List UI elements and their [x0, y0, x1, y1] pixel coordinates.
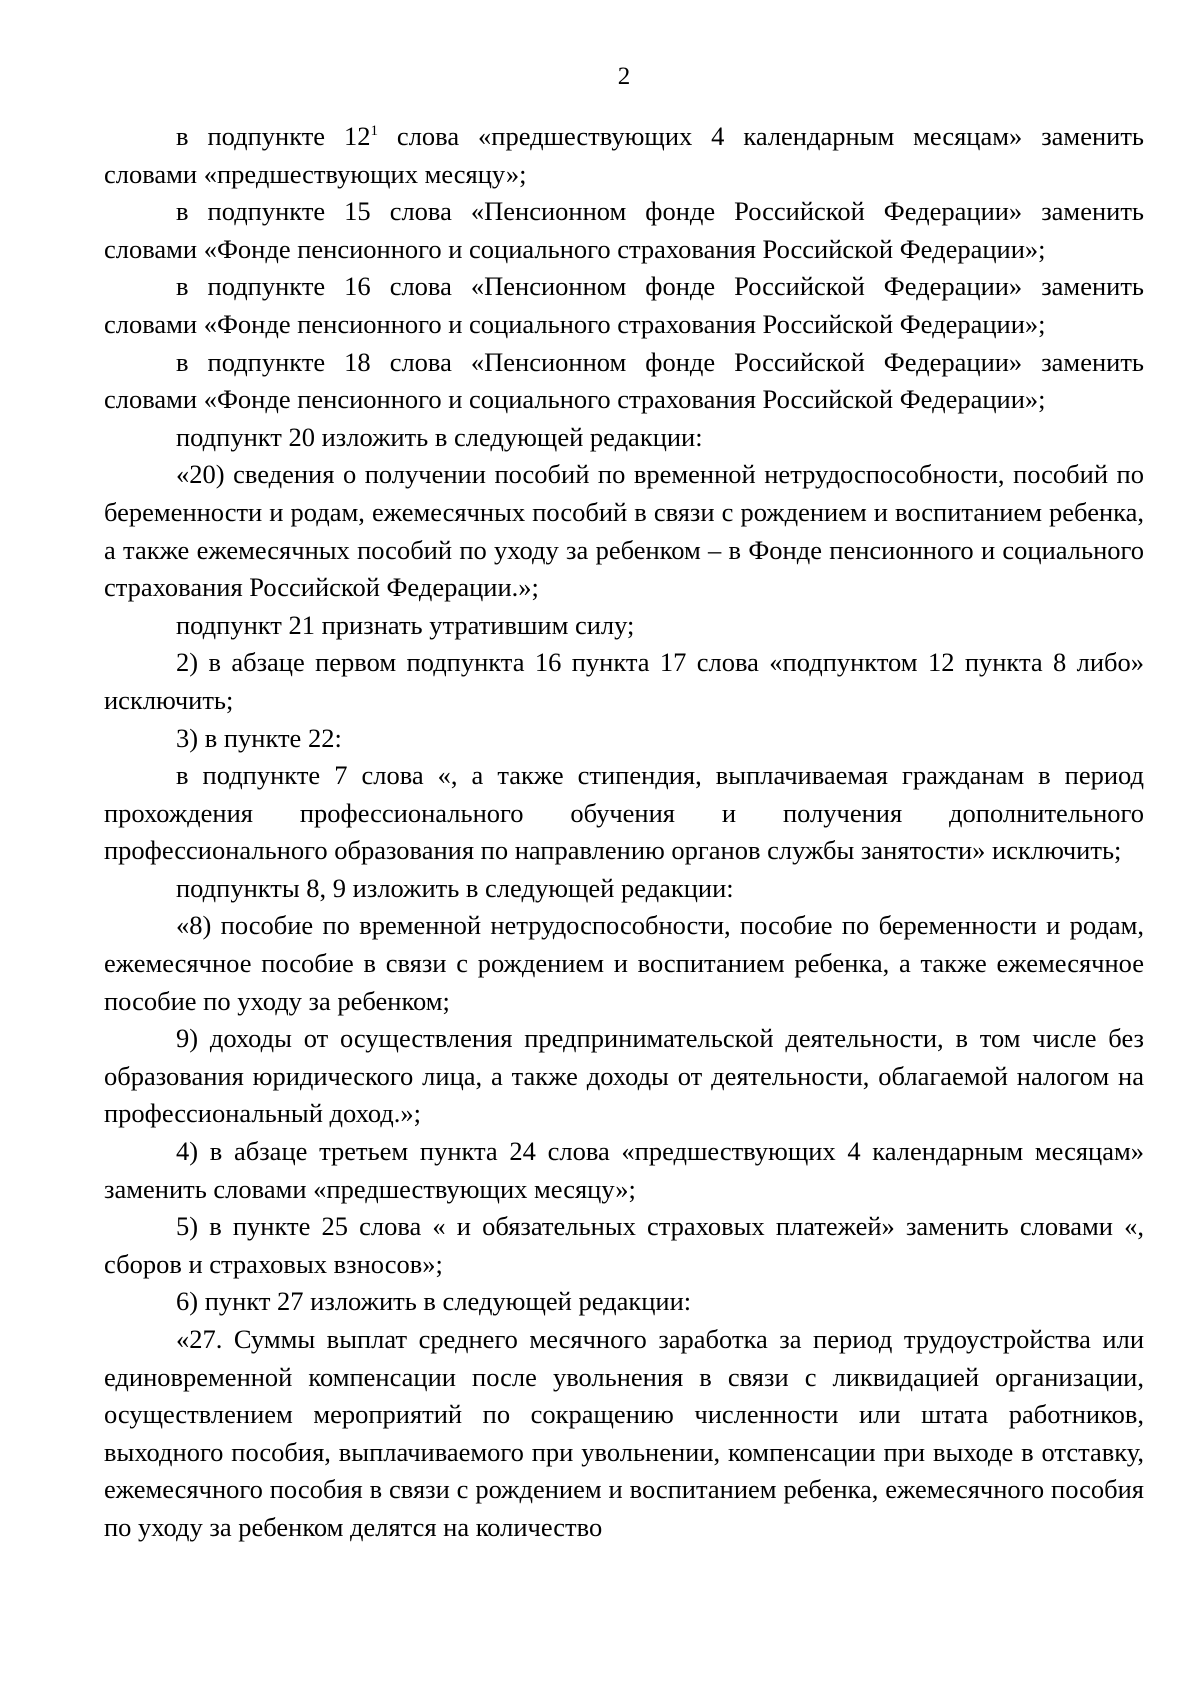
paragraph-item-3: 3) в пункте 22:	[176, 722, 342, 753]
paragraph-item-2: 2) в абзаце первом подпункта 16 пункта 17 слова «подпунктом 12 пункта 8 либо» исключить;	[104, 647, 1144, 715]
page-number: 2	[617, 63, 631, 90]
paragraph-text: слова «предшествующих 4 календарным месяцам» заменить словами «предшествующих месяцу»;	[104, 121, 1144, 189]
paragraph-subparagraph-15: в подпункте 15 слова «Пенсионном фонде Российской Федерации» заменить словами «Фонде пенсионного и социального страхования Российской Федерации»;	[104, 196, 1144, 264]
paragraph-item-27-text: «27. Суммы выплат среднего месячного заработка за период трудоустройства или единовременной компенсации после увольнения в связи с ликвидацией организации, осуществлением мероприятий по сокращению численности или штата работников, выходного пособия, выплачиваемого при увольнении, компенсации при выходе в отставку, ежемесячного пособия в связи с рождением и воспитанием ребенка, ежемесячного пособия по уходу за ребенком делятся на количество	[104, 1324, 1144, 1542]
paragraph-item-4: 4) в абзаце третьем пункта 24 слова «предшествующих 4 календарным месяцам» заменить словами «предшествующих месяцу»;	[104, 1136, 1144, 1204]
paragraph-subparagraph-16: в подпункте 16 слова «Пенсионном фонде Российской Федерации» заменить словами «Фонде пенсионного и социального страхования Российской Федерации»;	[104, 271, 1144, 339]
paragraph-subparagraph-18: в подпункте 18 слова «Пенсионном фонде Российской Федерации» заменить словами «Фонде пенсионного и социального страхования Российской Федерации»;	[104, 346, 1144, 415]
paragraph-subparagraphs-8-9-intro: подпункты 8, 9 изложить в следующей редакции:	[176, 872, 734, 903]
paragraph-item-6: 6) пункт 27 изложить в следующей редакции:	[176, 1286, 692, 1317]
paragraph-text: в подпункте 12	[176, 121, 371, 151]
paragraph-subparagraph-20-intro: подпункт 20 изложить в следующей редакции:	[176, 421, 703, 452]
paragraph-subparagraph-7: в подпункте 7 слова «, а также стипендия, выплачиваемая гражданам в период прохождения профессионального обучения и получения дополнительного профессионального образования по направлению органов службы занятости» исключить;	[104, 760, 1144, 866]
paragraph-subparagraph-12-1	[104, 118, 1144, 193]
superscript-index: 1	[370, 123, 378, 140]
paragraph-item-5: 5) в пункте 25 слова « и обязательных страховых платежей» заменить словами «, сборов и страховых взносов»;	[104, 1211, 1144, 1279]
paragraph-subparagraph-21: подпункт 21 признать утратившим силу;	[176, 609, 635, 640]
paragraph-subparagraph-8-text: «8) пособие по временной нетрудоспособности, пособие по беременности и родам, ежемесячное пособие в связи с рождением и воспитанием ребенка, а также ежемесячное пособие по уходу за ребенком;	[104, 910, 1144, 1016]
paragraph-subparagraph-9-text: 9) доходы от осуществления предпринимательской деятельности, в том числе без образования юридического лица, а также доходы от деятельности, облагаемой налогом на профессиональный доход.»;	[104, 1023, 1144, 1129]
document-body	[104, 118, 1144, 1547]
paragraph-subparagraph-20-text: «20) сведения о получении пособий по временной нетрудоспособности, пособий по беременности и родам, ежемесячных пособий в связи с рождением и воспитанием ребенка, а также ежемесячных пособий по уходу за ребенком – в Фонде пенсионного и социального страхования Российской Федерации.»;	[104, 459, 1144, 603]
